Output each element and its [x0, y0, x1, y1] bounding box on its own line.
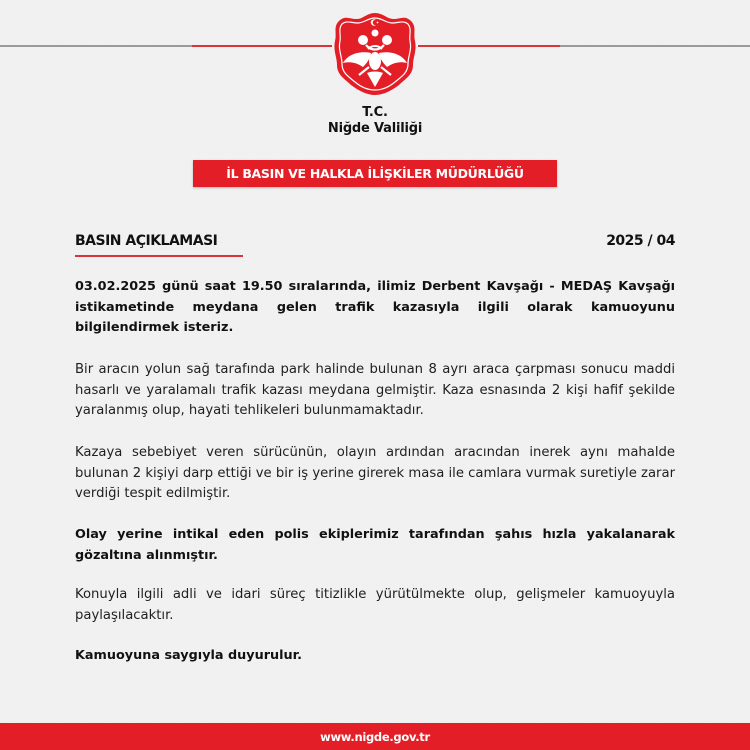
paragraph-accident-details: Bir aracın yolun sağ tarafında park halinde bulunan 8 ayrı araca çarpması sonucu maddi hasarlı ve yaralamalı trafik kazası meydana gelmiştir. Kaza esnasında 2 kişi hafif şekilde yaralanmış olup, hayati tehlikeleri bulunmamaktadır. [75, 362, 675, 418]
governorship-emblem-icon [333, 11, 417, 97]
department-name: İL BASIN VE HALKLA İLİŞKİLER MÜDÜRLÜĞÜ [226, 166, 524, 181]
department-banner [193, 160, 557, 187]
header-divider-accent-left [192, 45, 332, 47]
header-divider-accent-right [418, 45, 560, 47]
document-type-label: BASIN AÇIKLAMASI [75, 233, 218, 249]
header-divider-left [0, 45, 192, 47]
org-prefix: T.C. [362, 105, 388, 120]
website-link[interactable]: www.nigde.gov.tr [320, 729, 430, 744]
paragraph-intro: 03.02.2025 günü saat 19.50 sıralarında, ilimiz Derbent Kavşağı - MEDAŞ Kavşağı istikametinde meydana gelen trafik kazasıyla ilgili olarak kamuoyunu bilgilendirmek isteriz. [75, 279, 675, 335]
paragraph-legal-process: Konuyla ilgili adli ve idari süreç titizlikle yürütülmekte olup, gelişmeler kamuoyuyla paylaşılacaktır. [75, 587, 675, 623]
org-name: Niğde Valiliği [327, 121, 423, 136]
paragraph-closing: Kamuoyuna saygıyla duyurulur. [75, 648, 302, 663]
document-number: 2025 / 04 [606, 233, 675, 249]
paragraph-arrest: Olay yerine intikal eden polis ekiplerimiz tarafından şahıs hızla yakalanarak gözaltına alınmıştır. [75, 527, 675, 563]
document-type-underline [75, 255, 243, 257]
paragraph-driver-actions: Kazaya sebebiyet veren sürücünün, olayın ardından aracından inerek aynı mahalde bulunan 2 kişiyi darp ettiği ve bir iş yerine girerek masa ile camlara vurmak suretiyle zarar verdiği tespit edilmiştir. [75, 445, 675, 501]
footer-bar [0, 723, 750, 750]
header-divider-right [560, 45, 750, 47]
